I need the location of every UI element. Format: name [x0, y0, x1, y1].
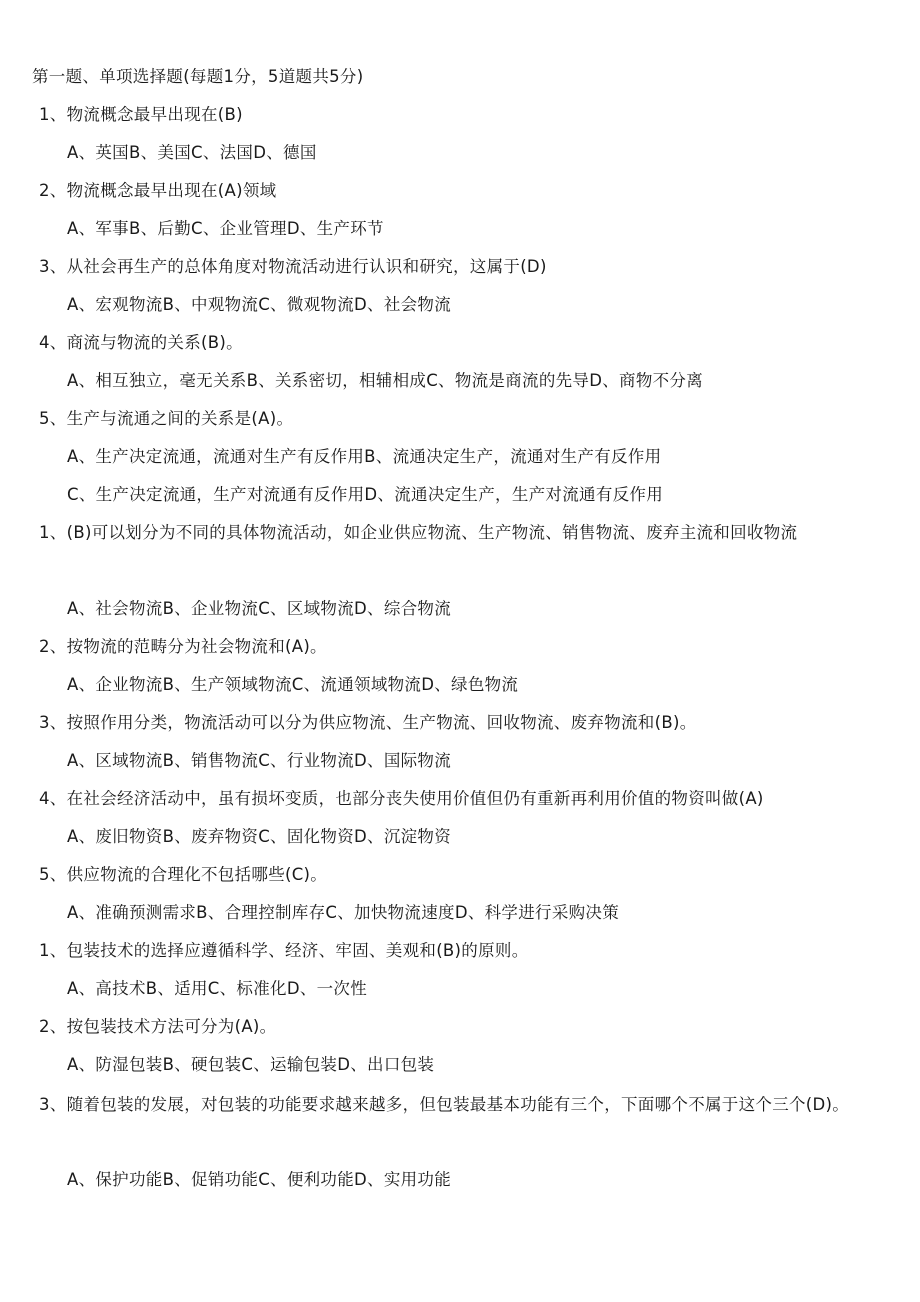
question-text: 2、按包装技术方法可分为(A)。: [39, 1017, 277, 1036]
question-text: 1、包装技术的选择应遵循科学、经济、牢固、美观和(B)的原则。: [39, 941, 529, 960]
section-title: 第一题、单项选择题(每题1分，5道题共5分): [32, 67, 364, 86]
question-text: 1、物流概念最早出现在(B): [39, 105, 243, 124]
question-text: 4、在社会经济活动中，虽有损坏变质，也部分丧失使用价值但仍有重新再利用价值的物资叫做(A): [39, 789, 764, 808]
question-text: 4、商流与物流的关系(B)。: [39, 333, 243, 352]
question-text: 3、从社会再生产的总体角度对物流活动进行认识和研究，这属于(D): [39, 257, 547, 276]
answer-options: C、生产决定流通，生产对流通有反作用D、流通决定生产，生产对流通有反作用: [67, 485, 664, 504]
answer-options: A、军事B、后勤C、企业管理D、生产环节: [67, 219, 384, 238]
answer-options: A、废旧物资B、废弃物资C、固化物资D、沉淀物资: [67, 827, 452, 846]
question-text: 2、物流概念最早出现在(A)领域: [39, 181, 277, 200]
question-text: 2、按物流的范畴分为社会物流和(A)。: [39, 637, 327, 656]
question-text: 5、供应物流的合理化不包括哪些(C)。: [39, 865, 328, 884]
answer-options: A、相互独立，毫无关系B、关系密切，相辅相成C、物流是商流的先导D、商物不分离: [67, 371, 704, 390]
answer-options: A、防湿包装B、硬包装C、运输包装D、出口包装: [67, 1055, 435, 1074]
question-text: 3、按照作用分类，物流活动可以分为供应物流、生产物流、回收物流、废弃物流和(B)。: [39, 713, 697, 732]
answer-options: A、社会物流B、企业物流C、区域物流D、综合物流: [67, 599, 452, 618]
answer-options: A、区域物流B、销售物流C、行业物流D、国际物流: [67, 751, 452, 770]
answer-options: A、生产决定流通，流通对生产有反作用B、流通决定生产，流通对生产有反作用: [67, 447, 662, 466]
answer-options: A、宏观物流B、中观物流C、微观物流D、社会物流: [67, 295, 452, 314]
question-text: 5、生产与流通之间的关系是(A)。: [39, 409, 294, 428]
question-text: 3、随着包装的发展，对包装的功能要求越来越多，但包装最基本功能有三个，下面哪个不属于这个三个(D)。: [39, 1095, 850, 1114]
answer-options: A、高技术B、适用C、标准化D、一次性: [67, 979, 368, 998]
answer-options: A、准确预测需求B、合理控制库存C、加快物流速度D、科学进行采购决策: [67, 903, 620, 922]
answer-options: A、企业物流B、生产领域物流C、流通领域物流D、绿色物流: [67, 675, 519, 694]
answer-options: A、英国B、美国C、法国D、德国: [67, 143, 317, 162]
answer-options: A、保护功能B、促销功能C、便利功能D、实用功能: [67, 1170, 452, 1189]
question-text: 1、(B)可以划分为不同的具体物流活动，如企业供应物流、生产物流、销售物流、废弃主流和回收物流: [39, 523, 798, 542]
